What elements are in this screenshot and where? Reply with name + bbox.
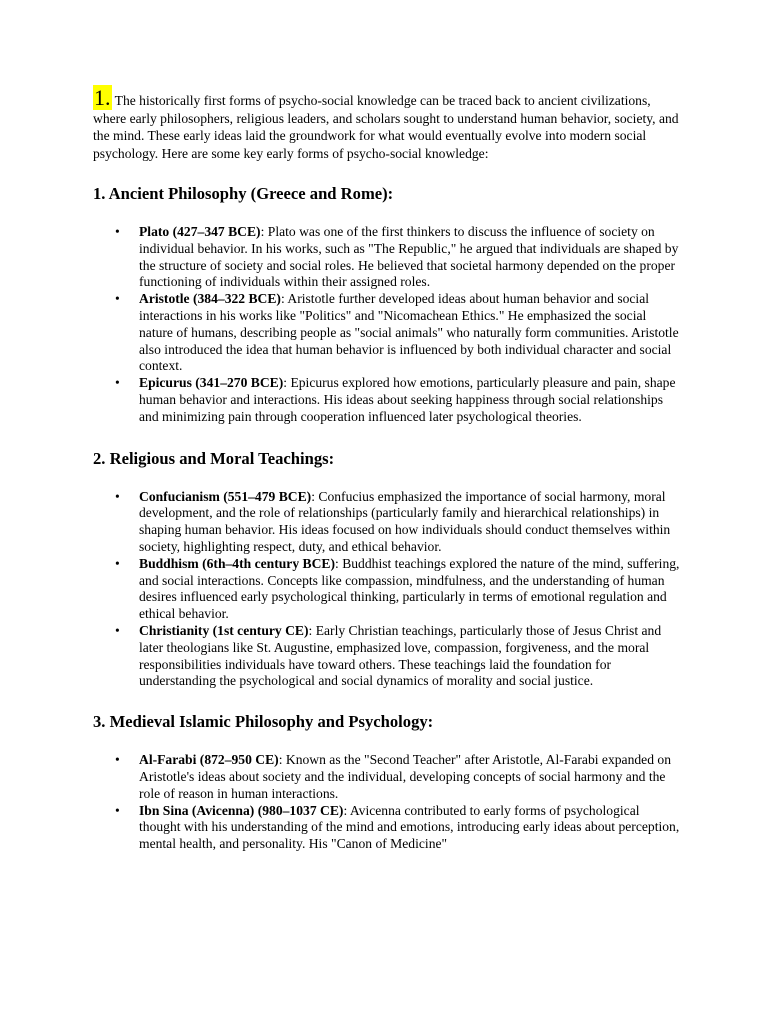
item-term: Epicurus (341–270 BCE) [139, 375, 284, 391]
list-item [93, 556, 683, 623]
bullet-list [93, 224, 683, 426]
highlighted-number-marker: 1. [94, 85, 111, 110]
section-ancient-philosophy [93, 184, 683, 426]
bullet-icon: • [115, 291, 120, 307]
bullet-icon: • [115, 752, 120, 768]
bullet-icon: • [115, 224, 120, 239]
section-heading: 2. Religious and Moral Teachings: [93, 448, 335, 468]
list-item [93, 291, 683, 375]
document-page [93, 85, 683, 853]
item-text: : Avicenna contributed to early forms of psychological thought with his understanding of the mind and emotions, introducing early ideas about perception, mental health, and personality. His "Canon of Medicine" [139, 802, 680, 852]
item-text: : Aristotle further developed ideas about human behavior and social interactions in his works like "Politics" and "Nicomachean Ethics." He emphasized the social nature of humans, describing people as "social animals" who naturally form communities. Aristotle also introduced the idea that human behavior is influenced by both individual character and social context. [139, 291, 679, 374]
bullet-icon: • [115, 622, 120, 638]
item-term: Buddhism (6th–4th century BCE) [139, 555, 336, 571]
item-text: : Plato was one of the first thinkers to discuss the influence of society on individual behavior. In his works, such as "The Republic," he argued that individuals are shaped by the structure of society and social roles. He believed that societal harmony depended on the proper functioning of individuals within their assigned roles. [139, 224, 679, 290]
list-item [93, 489, 683, 556]
item-text: : Confucius emphasized the importance of social harmony, moral development, and the role of relationships (particularly family and hierarchical relationships) in shaping human behavior. His ideas focused on how individuals should conduct themselves within society, highlighting respect, duty, and ethical behavior. [139, 488, 671, 554]
bullet-icon: • [115, 375, 120, 391]
bullet-list [93, 752, 683, 853]
section-heading: 3. Medieval Islamic Philosophy and Psychology: [93, 712, 434, 732]
bullet-list [93, 489, 683, 691]
item-text: : Known as the "Second Teacher" after Aristotle, Al-Farabi expanded on Aristotle's ideas about society and the individual, developing concepts of social harmony and the role of reason in human interactions. [139, 752, 671, 801]
item-term: Al-Farabi (872–950 CE) [139, 752, 279, 768]
item-term: Confucianism (551–479 BCE) [139, 488, 312, 504]
section-religious-teachings [93, 449, 683, 691]
intro-paragraph [93, 85, 683, 162]
list-item [93, 623, 683, 690]
list-item [93, 224, 683, 291]
section-medieval-islamic [93, 712, 683, 853]
intro-text: The historically first forms of psycho-social knowledge can be traced back to ancient civilizations, where early philosophers, religious leaders, and scholars sought to understand human behavior, society, and the mind. These early ideas laid the groundwork for what would eventually evolve into modern social psychology. Here are some key early forms of psycho-social knowledge: [93, 93, 679, 161]
bullet-icon: • [115, 555, 120, 571]
list-item [93, 752, 683, 802]
item-term: Ibn Sina (Avicenna) (980–1037 CE) [139, 802, 344, 818]
list-item [93, 375, 683, 425]
item-term: Plato (427–347 BCE) [139, 224, 261, 239]
section-heading: 1. Ancient Philosophy (Greece and Rome): [93, 184, 394, 203]
item-text: : Epicurus explored how emotions, particularly pleasure and pain, shape human behavior and interactions. His ideas about seeking happiness through social relationships and minimizing pain through cooperation influenced later psychological theories. [139, 375, 676, 424]
list-item [93, 803, 683, 853]
item-term: Aristotle (384–322 BCE) [139, 291, 281, 307]
item-text: : Buddhist teachings explored the nature of the mind, suffering, and social interactions. Concepts like compassion, mindfulness, and the understanding of human desires influenced early psychological thinking, particularly in terms of emotional regulation and ethical behavior. [139, 555, 680, 622]
item-text: : Early Christian teachings, particularly those of Jesus Christ and later theologians like St. Augustine, emphasized love, compassion, forgiveness, and the moral responsibilities individuals have toward others. These teachings laid the foundation for understanding the psychological and social dynamics of morality and social justice. [139, 622, 662, 689]
item-term: Christianity (1st century CE) [139, 622, 309, 638]
bullet-icon: • [115, 488, 120, 504]
bullet-icon: • [115, 802, 120, 818]
